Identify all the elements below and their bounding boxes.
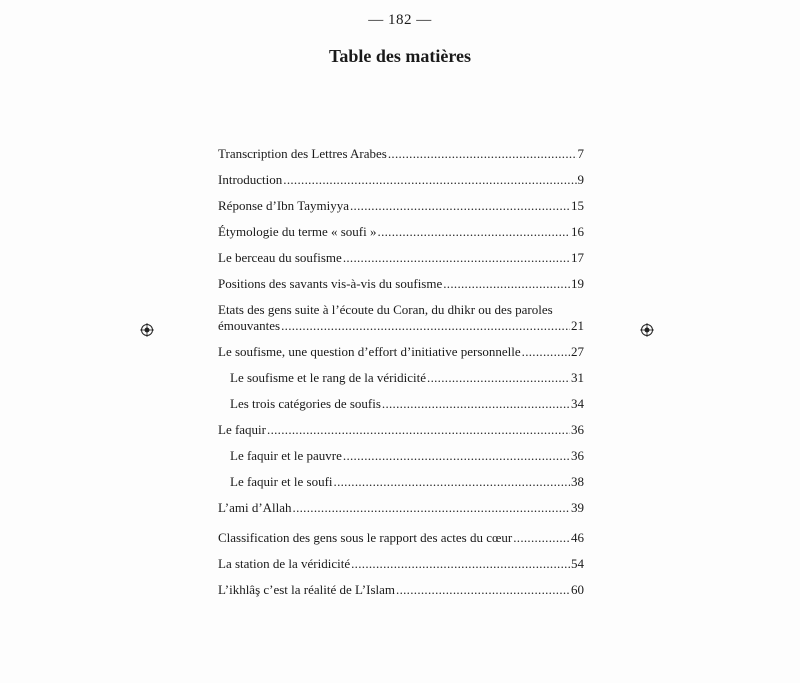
- toc-entry-text: Le soufisme, une question d’effort d’initiative personnelle: [218, 344, 521, 359]
- toc-entry-text: Etats des gens suite à l’écoute du Coran, du dhikr ou des paroles: [218, 302, 553, 317]
- toc-entry-page: 7: [577, 146, 584, 161]
- toc-leader-dots: [343, 448, 570, 464]
- toc-entry-page: 19: [571, 276, 584, 291]
- toc-entry-page: 36: [571, 422, 584, 437]
- toc-leader-dots: [334, 474, 570, 490]
- toc-entry-text: Les trois catégories de soufis: [230, 396, 381, 411]
- toc-leader-dots: [267, 422, 570, 438]
- toc-entry-page: 17: [571, 250, 584, 265]
- toc-entry-page: 34: [571, 396, 584, 411]
- toc-entry-continuation: [218, 318, 584, 334]
- toc-entry: [218, 198, 584, 214]
- toc-entry-page: 36: [571, 448, 584, 463]
- toc-entry-text: Étymologie du terme « soufi »: [218, 224, 377, 239]
- toc-leader-dots: [396, 582, 570, 598]
- toc-leader-dots: [283, 172, 576, 188]
- toc-entry-text: Le faquir: [218, 422, 267, 437]
- toc-subentry: [218, 396, 584, 412]
- toc-leader-dots: [388, 146, 577, 162]
- toc-leader-dots: [343, 250, 570, 266]
- toc-entry: [218, 302, 584, 334]
- toc-entry: [218, 344, 584, 360]
- toc-entry-text: Le berceau du soufisme: [218, 250, 342, 265]
- registration-mark-icon: [140, 323, 154, 337]
- toc-entry-page: 46: [571, 530, 584, 545]
- toc-entry: [218, 500, 584, 516]
- toc-entry-text: Transcription des Lettres Arabes: [218, 146, 387, 161]
- toc-entry-text: Le faquir et le pauvre: [230, 448, 342, 463]
- toc-entry-text: Réponse d’Ibn Taymiyya: [218, 198, 349, 213]
- toc-entry: [218, 146, 584, 162]
- toc-entry-page: 15: [571, 198, 584, 213]
- toc-entry-page: 31: [571, 370, 584, 385]
- toc-entry: [218, 250, 584, 266]
- toc-entry-text: Le soufisme et le rang de la véridicité: [230, 370, 427, 385]
- toc-subentry: [218, 474, 584, 490]
- toc-entry: [218, 556, 584, 572]
- registration-mark-icon: [640, 323, 654, 337]
- toc-entry-text: Positions des savants vis-à-vis du soufisme: [218, 276, 443, 291]
- toc-entry-page: 54: [571, 556, 584, 571]
- toc-entry-page: 60: [571, 582, 584, 597]
- toc-entry-text: Le faquir et le soufi: [230, 474, 333, 489]
- page-title: Table des matières: [329, 46, 471, 66]
- toc-leader-dots: [513, 530, 570, 546]
- page-number: — 182 —: [368, 12, 432, 28]
- toc-leader-dots: [350, 198, 570, 214]
- toc-leader-dots: [378, 224, 570, 240]
- toc-subentry: [218, 370, 584, 386]
- toc-entry-text: émouvantes: [218, 318, 281, 333]
- toc-entry-page: 39: [571, 500, 584, 515]
- toc-entry-text: Classification des gens sous le rapport des actes du cœur: [218, 530, 513, 545]
- toc-entry: [218, 276, 584, 292]
- toc-subentry: [218, 448, 584, 464]
- toc-entry-page: 9: [577, 172, 584, 187]
- toc-entry-text: Introduction: [218, 172, 283, 187]
- toc-entry-text: La station de la véridicité: [218, 556, 351, 571]
- toc-entry: [218, 224, 584, 240]
- toc-entry-page: 38: [571, 474, 584, 489]
- toc-leader-dots: [522, 344, 570, 360]
- toc-leader-dots: [443, 276, 570, 292]
- table-of-contents: [218, 146, 584, 608]
- toc-leader-dots: [427, 370, 570, 386]
- toc-entry: [218, 530, 584, 546]
- toc-entry-text: L’ami d’Allah: [218, 500, 292, 515]
- toc-leader-dots: [351, 556, 570, 572]
- toc-entry-text: L’ikhlâş c’est la réalité de L’Islam: [218, 582, 396, 597]
- toc-entry: [218, 422, 584, 438]
- toc-entry-page: 27: [571, 344, 584, 359]
- toc-entry: [218, 172, 584, 188]
- toc-entry: [218, 582, 584, 598]
- toc-entry-page: 16: [571, 224, 584, 239]
- toc-leader-dots: [293, 500, 570, 516]
- toc-entry-page: 21: [571, 318, 584, 333]
- toc-leader-dots: [382, 396, 570, 412]
- toc-leader-dots: [281, 318, 570, 334]
